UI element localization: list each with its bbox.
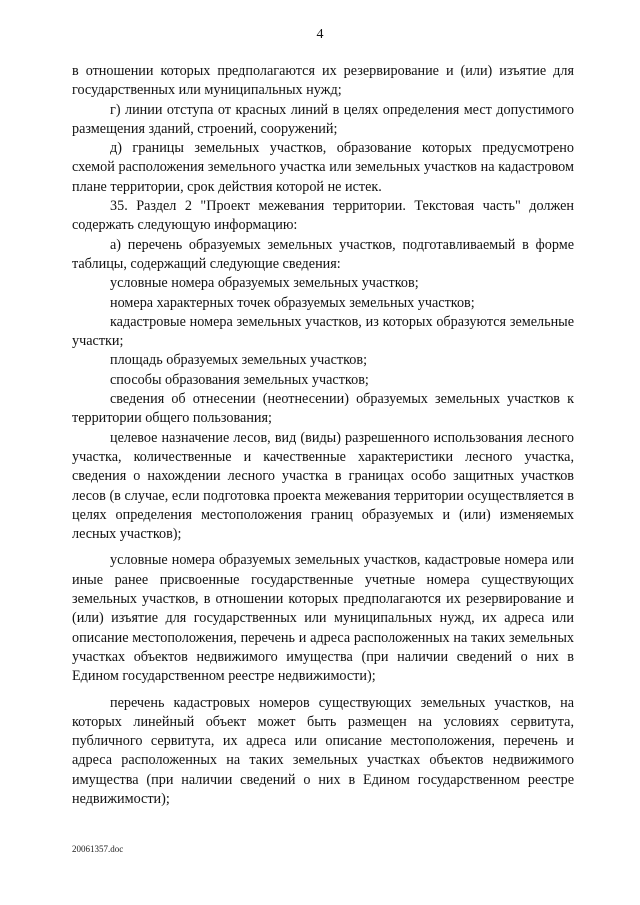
- paragraph-item-g: г) линии отступа от красных линий в целях определения мест допустимого размещения зданий, строений, сооружений;: [72, 101, 574, 137]
- paragraph-item-d: д) границы земельных участков, образование которых предусмотрено схемой расположения земельного участка или земельных участков на кадастровом плане территории, срок действия которой не истек.: [72, 140, 574, 195]
- list-item-point-numbers: номера характерных точек образуемых земельных участков;: [110, 294, 475, 311]
- list-item-public-use: сведения об отнесении (неотнесении) образуемых земельных участков к территории общего пользования;: [72, 391, 574, 427]
- list-item-forest-purpose: целевое назначение лесов, вид (виды) разрешенного использования лесного участка, количественные и качественные характеристики лесного участка, сведения о нахождении лесного участка в границах особо защитных участков лесов (в случае, если подготовка проекта межевания территории осуществляется в целях определения местоположения границ образуемых и (или) изменяемых лесных участков);: [72, 429, 574, 543]
- list-item-servitude: перечень кадастровых номеров существующих земельных участков, на которых линейный объект может быть размещен на условиях сервитута, публичного сервитута, их адреса или описание местоположения, перечень и адреса расположенных на таких земельных участках объектов недвижимого имущества (при наличии сведений о них в Едином государственном реестре недвижимости);: [72, 694, 574, 807]
- paragraph-section-35: 35. Раздел 2 "Проект межевания территории. Текстовая часть" должен содержать следующую информацию:: [72, 198, 574, 234]
- list-item-conditional-numbers: условные номера образуемых земельных участков;: [110, 275, 419, 292]
- paragraph-item-a: а) перечень образуемых земельных участков, подготавливаемый в форме таблицы, содержащий следующие сведения:: [72, 236, 574, 272]
- list-item-formation-methods: способы образования земельных участков;: [110, 371, 369, 388]
- footer-document-code: 20061357.doc: [72, 844, 124, 854]
- paragraph-continuation: в отношении которых предполагаются их резервирование и (или) изъятие для государственных или муниципальных нужд;: [72, 63, 574, 99]
- list-item-reservation: условные номера образуемых земельных участков, кадастровые номера или иные ранее присвоенные государственные учетные номера существующих земельных участков, в отношении которых предполагаются их резервирование и (или) изъятие для государственных или муниципальных нужд, их адреса или описание местоположения, перечень и адреса расположенных на таких земельных участках объектов недвижимого имущества (при наличии сведений о них в Едином государственном реестре недвижимости);: [72, 552, 574, 685]
- list-item-area: площадь образуемых земельных участков;: [110, 352, 368, 369]
- page-number: 4: [316, 27, 324, 42]
- document-body: [72, 62, 574, 809]
- list-item-cadastral-numbers: кадастровые номера земельных участков, из которых образуются земельные участки;: [72, 313, 574, 350]
